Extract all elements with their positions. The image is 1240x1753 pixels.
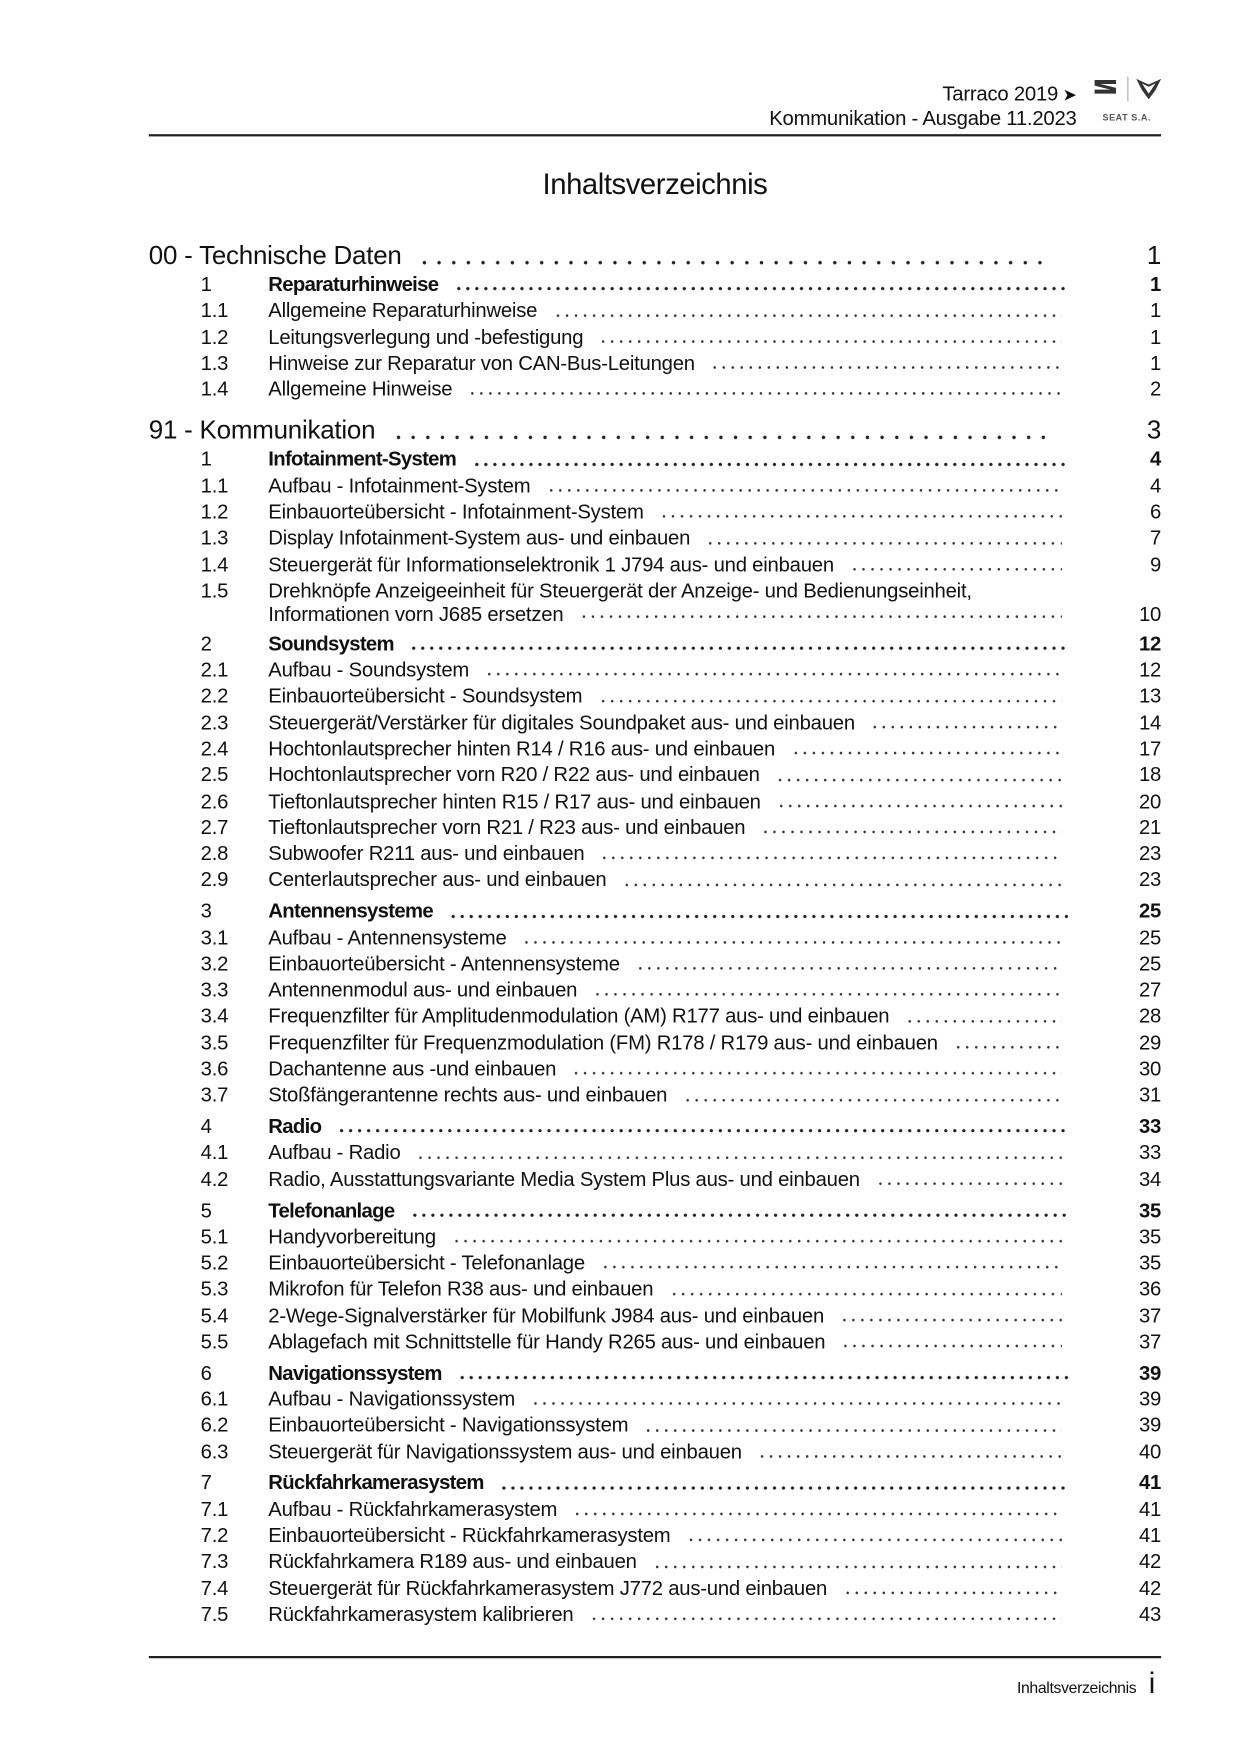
toc-entry-link[interactable] (149, 1439, 1161, 1465)
entry-title: Aufbau - Rückfahrkamerasystem (268, 1497, 558, 1521)
dot-leader (598, 699, 1062, 704)
dot-leader (905, 1019, 1062, 1024)
dot-leader (337, 1129, 1069, 1134)
entry-title: Einbauorteübersicht - Rückfahrkamerasystem (268, 1524, 671, 1547)
dot-leader (468, 392, 1062, 397)
entry-title: Aufbau - Antennensysteme (268, 926, 507, 949)
entry-number: 2.7 (200, 815, 229, 839)
toc-entry-link[interactable] (149, 298, 1161, 324)
dot-leader (410, 646, 1069, 651)
dot-leader (600, 856, 1062, 861)
entry-number: 3.3 (200, 978, 229, 1002)
toc-entry-link[interactable] (149, 684, 1161, 710)
dot-leader (593, 992, 1062, 997)
entry-number: 1.3 (200, 526, 229, 550)
entry-page: 36 (1138, 1277, 1162, 1301)
page-number: i (1148, 1666, 1156, 1700)
toc-section-link[interactable] (149, 1114, 1161, 1140)
entry-title: Stoßfängerantenne rechts aus- und einbauen (268, 1083, 668, 1107)
section-page: 25 (1138, 899, 1162, 923)
toc-entry-link[interactable] (149, 1413, 1161, 1439)
entry-title: Steuergerät für Informationselektronik 1 J794 aus- und einbauen (268, 553, 834, 576)
toc-entry-link[interactable] (149, 1329, 1161, 1355)
section-title: Telefonanlage (268, 1198, 395, 1222)
entry-title: Steuergerät/Verstärker für digitales Soundpaket aus- und einbauen (268, 710, 855, 734)
dot-leader (531, 1402, 1062, 1407)
toc-entry-link[interactable] (149, 1277, 1161, 1303)
entry-page: 30 (1138, 1057, 1162, 1080)
entry-line (149, 578, 1161, 604)
entry-title: Drehknöpfe Anzeigeeinheit für Steuergerät der Anzeige- und Bedienungseinheit, (268, 579, 972, 602)
entry-title: Antennenmodul aus- und einbauen (268, 978, 578, 1002)
dot-leader (485, 672, 1062, 677)
entry-number: 3.7 (200, 1083, 229, 1107)
dot-leader (636, 966, 1062, 971)
toc-entry-link[interactable] (149, 1303, 1161, 1329)
toc-entry-link[interactable] (149, 1083, 1161, 1109)
section-number: 1 (200, 272, 212, 296)
dot-leader (391, 436, 1048, 441)
dot-leader (452, 1239, 1062, 1244)
entry-page: 2 (1150, 377, 1162, 401)
entry-number: 2.4 (200, 737, 229, 760)
section-title: Antennensysteme (268, 899, 433, 923)
toc-entry-link[interactable] (149, 789, 1161, 815)
entry-title: Hochtonlautsprecher hinten R14 / R16 aus- und einbauen (268, 737, 776, 760)
entry-page: 23 (1138, 842, 1162, 865)
entry-number: 5.1 (200, 1225, 229, 1248)
entry-title: Einbauorteübersicht - Soundsystem (268, 684, 583, 708)
chapter-page: 3 (1146, 415, 1162, 445)
entry-title: Aufbau - Soundsystem (268, 658, 470, 681)
entry-title: Tieftonlautsprecher vorn R21 / R23 aus- und einbauen (268, 815, 746, 839)
entry-title: Subwoofer R211 aus- und einbauen (268, 842, 585, 865)
dot-leader (546, 488, 1062, 493)
entry-number: 3.5 (200, 1031, 229, 1054)
section-page: 12 (1138, 632, 1162, 655)
dot-leader (449, 914, 1069, 919)
entry-page: 18 (1138, 763, 1162, 787)
entry-title: Einbauorteübersicht - Antennensysteme (268, 952, 620, 975)
entry-number: 4.1 (200, 1141, 229, 1164)
entry-title: Mikrofon für Telefon R38 aus- und einbauen (268, 1277, 654, 1301)
toc-entry-link[interactable] (149, 377, 1161, 403)
entry-number: 7.1 (200, 1497, 229, 1521)
header-model (942, 82, 1076, 106)
entry-title: Leitungsverlegung und -befestigung (268, 325, 584, 348)
toc-entry-link[interactable] (149, 1387, 1161, 1413)
entry-page: 4 (1150, 474, 1162, 497)
entry-title: Rückfahrkamera R189 aus- und einbauen (268, 1550, 637, 1573)
entry-page: 33 (1138, 1141, 1162, 1164)
entry-number: 1.4 (200, 553, 229, 576)
toc-section-link[interactable] (149, 447, 1161, 473)
entry-page: 41 (1138, 1524, 1162, 1547)
dot-leader (454, 287, 1069, 292)
toc-entry-link[interactable] (149, 1602, 1161, 1628)
entry-title: Frequenzfilter für Frequenzmodulation (FM) R178 / R179 aus- und einbauen (268, 1031, 938, 1054)
toc-entry-link[interactable] (149, 736, 1161, 762)
entry-number: 2.3 (200, 710, 229, 734)
dot-leader (711, 365, 1062, 370)
header-model-text: Tarraco 2019 (942, 82, 1059, 105)
toc-entry-link[interactable] (149, 1224, 1161, 1250)
toc-entry-link[interactable] (149, 1497, 1161, 1523)
entry-page: 12 (1138, 658, 1162, 681)
toc-entry-link[interactable] (149, 1576, 1161, 1602)
dot-leader (686, 1538, 1062, 1543)
toc-section-link[interactable] (149, 1198, 1161, 1224)
entry-title: Frequenzfilter für Amplitudenmodulation (AM) R177 aus- und einbauen (268, 1004, 890, 1028)
entry-page: 9 (1150, 553, 1162, 576)
section-number: 1 (200, 448, 212, 471)
chapter-page: 1 (1146, 240, 1162, 270)
entry-number: 4.2 (200, 1167, 229, 1191)
entry-page: 7 (1150, 526, 1162, 550)
section-number: 2 (200, 632, 212, 655)
entry-page: 1 (1150, 299, 1162, 322)
section-title: Soundsystem (268, 632, 394, 655)
entry-title: Aufbau - Navigationssystem (268, 1387, 516, 1411)
entry-title: Allgemeine Hinweise (268, 377, 453, 401)
entry-page: 39 (1138, 1387, 1162, 1411)
dot-leader (589, 1617, 1062, 1622)
entry-page: 14 (1138, 710, 1162, 734)
entry-page: 42 (1138, 1576, 1162, 1600)
entry-page: 37 (1138, 1330, 1162, 1353)
entry-number: 3.6 (200, 1057, 229, 1080)
entry-page: 41 (1138, 1497, 1162, 1521)
section-title: Radio (268, 1115, 322, 1138)
toc-entry-link[interactable] (149, 1140, 1161, 1166)
entry-title: Dachantenne aus -und einbauen (268, 1057, 557, 1080)
toc-entry-link[interactable] (149, 1166, 1161, 1192)
entry-page: 25 (1138, 926, 1162, 949)
entry-number: 3.1 (200, 926, 229, 949)
dot-leader (841, 1344, 1062, 1349)
entry-page: 29 (1138, 1031, 1162, 1054)
toc-entry-link[interactable] (149, 925, 1161, 951)
entry-title: Hochtonlautsprecher vorn R20 / R22 aus- und einbauen (268, 763, 760, 787)
entry-title: Display Infotainment-System aus- und einbauen (268, 526, 691, 550)
dot-leader (791, 751, 1062, 756)
toc-entry-link[interactable] (149, 1030, 1161, 1056)
entry-page: 39 (1138, 1414, 1162, 1437)
entry-page: 40 (1138, 1440, 1162, 1463)
entry-number: 2.9 (200, 868, 229, 892)
entry-number: 1.5 (200, 579, 229, 602)
entry-title: Radio, Ausstattungsvariante Media System Plus aus- und einbauen (268, 1167, 860, 1191)
entry-number: 7.2 (200, 1524, 229, 1547)
entry-number: 1.4 (200, 377, 229, 401)
entry-title: Tieftonlautsprecher hinten R15 / R17 aus- und einbauen (268, 789, 761, 813)
entry-page: 28 (1138, 1004, 1162, 1028)
entry-title-continued: Informationen vorn J685 ersetzen (268, 603, 564, 626)
entry-title: Ablagefach mit Schnittstelle für Handy R265 aus- und einbauen (268, 1330, 826, 1353)
toc-entry-link[interactable] (149, 1523, 1161, 1549)
toc-entry-link[interactable] (149, 657, 1161, 683)
dot-leader (573, 1512, 1062, 1517)
section-title: Infotainment-System (268, 448, 457, 471)
dot-leader (706, 541, 1062, 546)
entry-number: 3.2 (200, 952, 229, 975)
logo-text: SEAT S.A. (1102, 112, 1152, 123)
entry-title: Allgemeine Reparaturhinweise (268, 299, 538, 322)
entry-number: 1.2 (200, 325, 229, 348)
entry-number: 2.2 (200, 684, 229, 708)
entry-number: 2.8 (200, 842, 229, 865)
entry-number: 1.1 (200, 299, 229, 322)
entry-title: Steuergerät für Navigationssystem aus- und einbauen (268, 1440, 742, 1463)
dot-leader (579, 615, 1062, 620)
section-title: Reparaturhinweise (268, 272, 439, 296)
toc-entry-link[interactable] (149, 867, 1161, 893)
toc-section-link[interactable] (149, 899, 1161, 925)
entry-number: 2.1 (200, 658, 229, 681)
dot-leader (553, 313, 1062, 318)
entry-number: 7.5 (200, 1602, 229, 1626)
entry-page: 17 (1138, 737, 1162, 760)
dot-leader (416, 1155, 1062, 1160)
section-page: 1 (1150, 272, 1162, 296)
entry-number: 5.4 (200, 1303, 229, 1327)
dot-leader (458, 1375, 1069, 1380)
section-number: 5 (200, 1198, 212, 1222)
dot-leader (622, 882, 1062, 887)
dot-leader (761, 830, 1062, 835)
dot-leader (572, 1071, 1062, 1076)
entry-title: Einbauorteübersicht - Telefonanlage (268, 1251, 585, 1274)
toc-entry-link[interactable] (149, 841, 1161, 867)
entry-number: 2.5 (200, 763, 229, 787)
dot-leader (652, 1564, 1061, 1569)
toc-entry-link[interactable] (149, 951, 1161, 977)
toc-entry-link[interactable] (149, 710, 1161, 736)
entry-number: 5.5 (200, 1330, 229, 1353)
dot-leader (871, 725, 1062, 730)
entry-title: Aufbau - Infotainment-System (268, 474, 531, 497)
section-page: 39 (1138, 1361, 1162, 1385)
dot-leader (840, 1318, 1062, 1323)
entry-title: Einbauorteübersicht - Infotainment-System (268, 500, 644, 524)
dot-leader (472, 462, 1069, 467)
entry-number: 1.1 (200, 474, 229, 497)
entry-page: 27 (1138, 978, 1162, 1002)
dot-leader (758, 1454, 1062, 1459)
dot-leader (659, 514, 1061, 519)
section-number: 7 (200, 1471, 212, 1495)
arrow-icon: ➤ (1062, 85, 1077, 105)
toc-chapter-link[interactable] (149, 413, 1161, 447)
entry-title: Handyvorbereitung (268, 1225, 436, 1248)
toc-entry-link[interactable] (149, 1250, 1161, 1276)
entry-page: 10 (1138, 603, 1162, 626)
section-number: 4 (200, 1115, 212, 1138)
header-edition: Kommunikation - Ausgabe 11.2023 (769, 107, 1077, 130)
toc-entry-link[interactable] (149, 350, 1161, 376)
dot-leader (843, 1591, 1062, 1596)
entry-number: 6.2 (200, 1414, 229, 1437)
page-title: Inhaltsverzeichnis (542, 166, 768, 201)
toc-chapter-link[interactable] (149, 238, 1161, 272)
dot-leader (599, 339, 1062, 344)
toc-section-link[interactable] (149, 1360, 1161, 1386)
dot-leader (683, 1098, 1062, 1103)
dot-leader (417, 260, 1048, 265)
entry-page: 34 (1138, 1167, 1162, 1191)
toc-entry-link[interactable] (149, 762, 1161, 788)
footer-label: Inhaltsverzeichnis (1016, 1678, 1137, 1697)
toc-section-link[interactable] (149, 1471, 1161, 1497)
entry-page: 42 (1138, 1550, 1162, 1573)
entry-title: Centerlautsprecher aus- und einbauen (268, 868, 607, 892)
entry-page: 43 (1138, 1602, 1162, 1626)
toc-entry-link[interactable] (149, 499, 1161, 525)
toc-entry-link[interactable] (149, 526, 1161, 552)
entry-number: 1.2 (200, 500, 229, 524)
section-page: 41 (1138, 1471, 1162, 1495)
entry-page: 21 (1138, 815, 1162, 839)
chapter-title: 91 - Kommunikation (148, 415, 376, 445)
entry-page: 25 (1138, 952, 1162, 975)
toc-entry-link[interactable] (149, 1056, 1161, 1082)
footer-divider (149, 1656, 1161, 1658)
section-page: 4 (1150, 448, 1162, 471)
entry-number: 7.4 (200, 1576, 229, 1600)
dot-leader (522, 940, 1062, 945)
toc-entry-link[interactable] (149, 473, 1161, 499)
entry-page: 31 (1138, 1083, 1162, 1107)
entry-title: Einbauorteübersicht - Navigationssystem (268, 1414, 629, 1437)
entry-number: 7.3 (200, 1550, 229, 1573)
section-title: Navigationssystem (268, 1361, 442, 1385)
toc-entry-link[interactable] (149, 552, 1161, 578)
dot-leader (500, 1486, 1069, 1491)
section-page: 33 (1138, 1115, 1162, 1138)
dot-leader (777, 804, 1062, 809)
dot-leader (850, 567, 1062, 572)
entry-title: Hinweise zur Reparatur von CAN-Bus-Leitungen (268, 351, 695, 375)
dot-leader (410, 1213, 1068, 1218)
entry-title: Rückfahrkamerasystem kalibrieren (268, 1602, 574, 1626)
table-of-contents (149, 238, 1161, 1628)
dot-leader (876, 1181, 1062, 1186)
entry-page: 37 (1138, 1303, 1162, 1327)
toc-entry-link[interactable] (149, 1004, 1161, 1030)
entry-number: 2.6 (200, 789, 229, 813)
entry-title: Aufbau - Radio (268, 1141, 401, 1164)
toc-entry-link[interactable] (149, 578, 1161, 626)
entry-number: 6.1 (200, 1387, 229, 1411)
entry-page: 1 (1150, 351, 1162, 375)
entry-number: 5.2 (200, 1251, 229, 1274)
entry-number: 6.3 (200, 1440, 229, 1463)
dot-leader (669, 1292, 1062, 1297)
entry-page: 35 (1138, 1225, 1162, 1248)
section-number: 6 (200, 1361, 212, 1385)
entry-line (149, 605, 1161, 626)
entry-title: Steuergerät für Rückfahrkamerasystem J772 aus-und einbauen (268, 1576, 828, 1600)
dot-leader (601, 1265, 1062, 1270)
toc-entry-link[interactable] (149, 324, 1161, 350)
entry-number: 5.3 (200, 1277, 229, 1301)
entry-number: 1.3 (200, 351, 229, 375)
entry-page: 6 (1150, 500, 1162, 524)
section-page: 35 (1138, 1198, 1162, 1222)
entry-page: 13 (1138, 684, 1162, 708)
dot-leader (954, 1045, 1062, 1050)
section-number: 3 (200, 899, 212, 923)
section-title: Rückfahrkamerasystem (268, 1471, 484, 1495)
toc-entry-link[interactable] (149, 815, 1161, 841)
toc-section-link[interactable] (149, 631, 1161, 657)
entry-page: 1 (1150, 325, 1162, 348)
dot-leader (644, 1428, 1062, 1433)
toc-entry-link[interactable] (149, 1549, 1161, 1575)
entry-page: 20 (1138, 789, 1162, 813)
toc-section-link[interactable] (149, 272, 1161, 298)
toc-entry-link[interactable] (149, 978, 1161, 1004)
header-divider (149, 134, 1161, 136)
entry-number: 3.4 (200, 1004, 229, 1028)
dot-leader (775, 777, 1061, 782)
chapter-title: 00 - Technische Daten (148, 240, 402, 270)
entry-page: 35 (1138, 1251, 1162, 1274)
entry-title: 2-Wege-Signalverstärker für Mobilfunk J984 aus- und einbauen (268, 1303, 825, 1327)
entry-page: 23 (1138, 868, 1162, 892)
